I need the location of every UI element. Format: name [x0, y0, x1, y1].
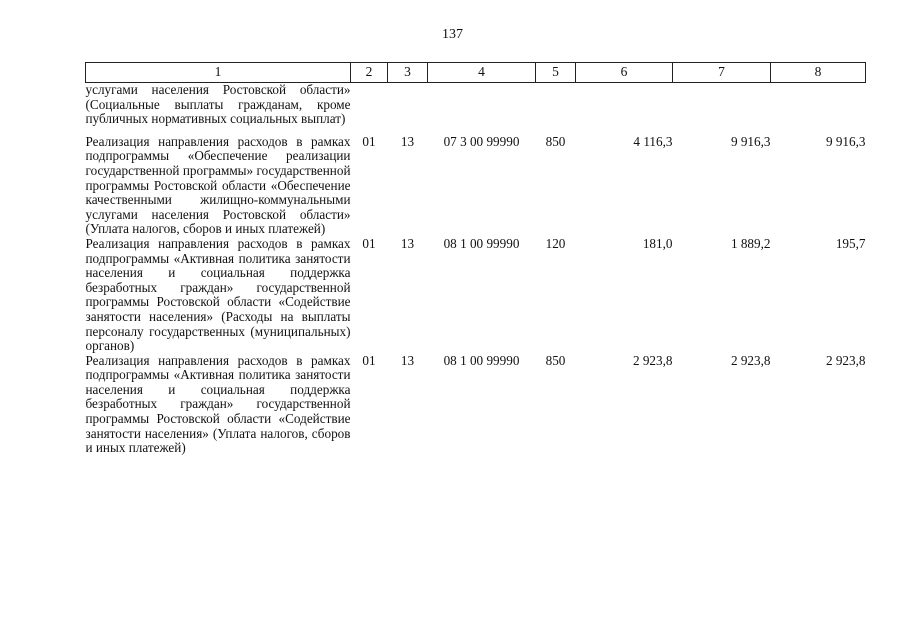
- column-header-6: 6: [576, 63, 673, 83]
- section-code: 01: [362, 352, 376, 368]
- amount-col-6: 181,0: [642, 235, 673, 251]
- target-article-code: 08 1 00 99990: [443, 352, 520, 368]
- row-description: Реализация направления расходов в рамках подпрограммы «Активная политика занятости населения и социальная поддержка безработных граждан» государственной программы Ростовской области «Содействие занятости населения» (Расходы на выплаты персоналу государственных (муниципальных) органов): [85, 235, 351, 354]
- continuation-row: [86, 83, 866, 135]
- section-code: 01: [362, 133, 376, 149]
- column-header-3: 3: [388, 63, 428, 83]
- expense-type-code: 850: [545, 133, 566, 149]
- column-header-2: 2: [351, 63, 388, 83]
- target-article-code: 07 3 00 99990: [443, 133, 520, 149]
- subsection-code: 13: [400, 352, 415, 368]
- page-number: 137: [442, 27, 463, 42]
- row-description: Реализация направления расходов в рамках подпрограммы «Обеспечение реализации государственной программы» государственной программы Ростовской области «Обеспечение качественными жилищно-коммунальными услугами населения Ростовской области» (Уплата налогов, сборов и иных платежей): [85, 133, 351, 237]
- amount-col-7: 1 889,2: [730, 235, 771, 251]
- amount-col-7: 9 916,3: [730, 133, 771, 149]
- amount-col-6: 2 923,8: [632, 352, 673, 368]
- column-header-7: 7: [673, 63, 771, 83]
- row-description: Реализация направления расходов в рамках подпрограммы «Активная политика занятости населения и социальная поддержка безработных граждан» государственной программы Ростовской области «Содействие занятости населения» (Уплата налогов, сборов и иных платежей): [85, 352, 351, 456]
- table-row: [86, 354, 866, 456]
- amount-col-6: 4 116,3: [633, 133, 673, 149]
- section-code: 01: [362, 235, 376, 251]
- amount-col-8: 9 916,3: [825, 133, 866, 149]
- column-header-5: 5: [536, 63, 576, 83]
- table-row: [86, 237, 866, 354]
- amount-col-7: 2 923,8: [730, 352, 771, 368]
- amount-col-8: 2 923,8: [825, 352, 866, 368]
- subsection-code: 13: [400, 133, 415, 149]
- expense-type-code: 120: [545, 235, 566, 251]
- expense-type-code: 850: [545, 352, 566, 368]
- subsection-code: 13: [400, 235, 415, 251]
- table-row: [86, 135, 866, 237]
- continuation-text: услугами населения Ростовской области» (Социальные выплаты гражданам, кроме публичных нормативных социальных выплат): [85, 82, 351, 127]
- budget-table: [85, 62, 866, 456]
- amount-col-8: 195,7: [835, 235, 866, 251]
- header-row: [86, 63, 866, 83]
- column-header-8: 8: [771, 63, 866, 83]
- target-article-code: 08 1 00 99990: [443, 235, 520, 251]
- column-header-4: 4: [428, 63, 536, 83]
- column-header-1: 1: [86, 63, 351, 83]
